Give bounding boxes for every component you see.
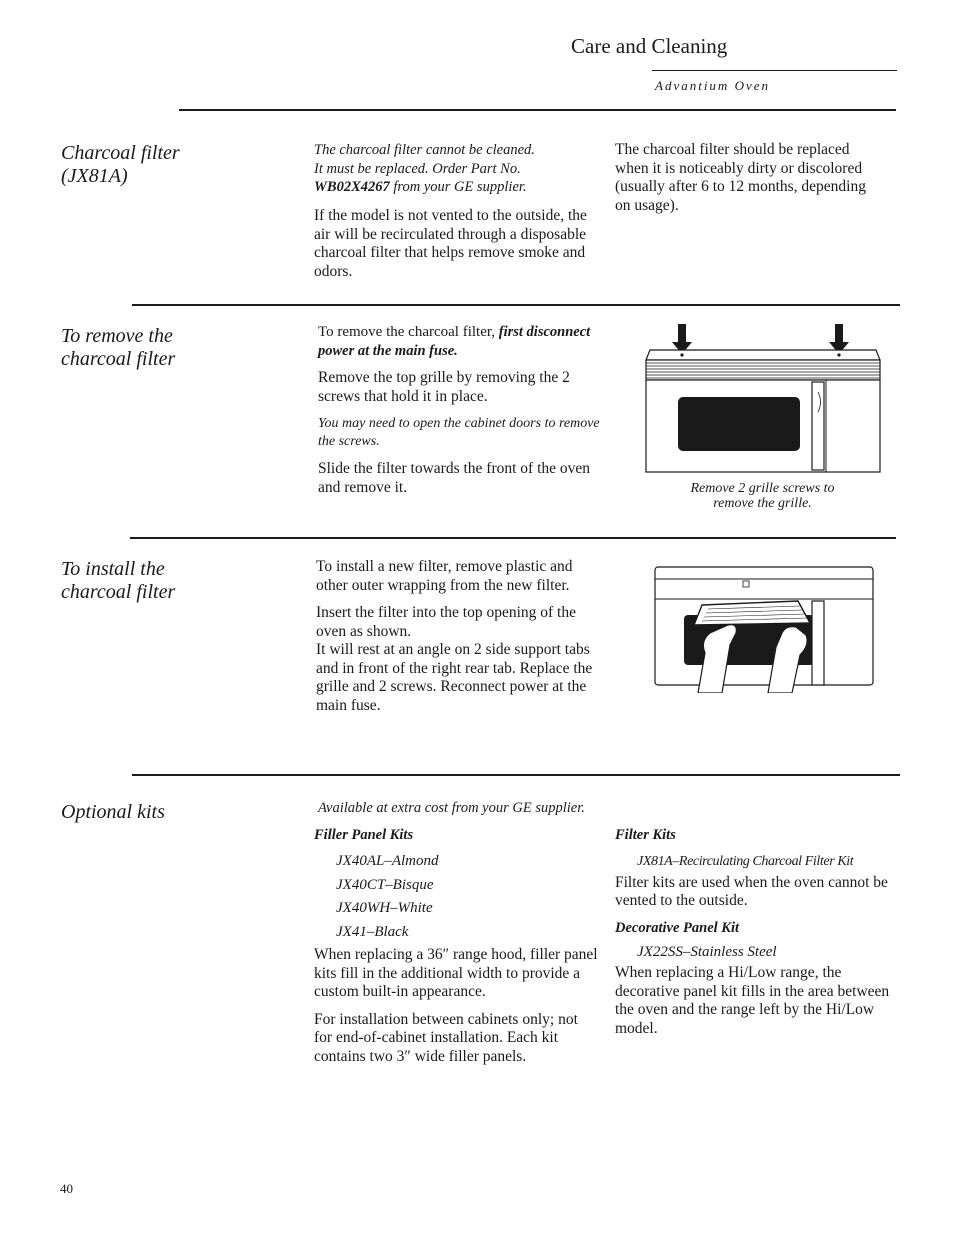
list-item: JX40WH–White bbox=[336, 900, 433, 916]
heading-line: charcoal filter bbox=[61, 348, 176, 370]
power-warning: first disconnect power at the main fuse. bbox=[318, 324, 591, 359]
page-subtitle: Advantium Oven bbox=[655, 78, 771, 93]
install-step-1: To install a new filter, remove plastic and other outer wrapping from the new filter. bbox=[316, 558, 573, 594]
page-title: Care and Cleaning bbox=[571, 34, 728, 58]
remove-step-2: Remove the top grille by removing the 2 screws that hold it in place. bbox=[318, 369, 570, 405]
remove-step-1-text: To remove the charcoal filter, bbox=[318, 324, 499, 340]
filler-kits-heading: Filler Panel Kits bbox=[314, 827, 414, 843]
install-step-2: Insert the filter into the top opening of the oven as shown. bbox=[316, 604, 576, 640]
charcoal-replace-paragraph: The charcoal filter should be replaced when it is noticeably dirty or discolored (usually after 6 to 12 months, depending on usage). bbox=[615, 141, 866, 214]
section-divider bbox=[132, 304, 900, 306]
section-divider bbox=[132, 774, 900, 776]
filter-kit-item: JX81A–Recirculating Charcoal Filter Kit bbox=[637, 854, 854, 869]
kits-intro: Available at extra cost from your GE supplier. bbox=[318, 800, 585, 816]
screw-right bbox=[837, 353, 840, 356]
decorative-kit-item: JX22SS–Stainless Steel bbox=[637, 943, 777, 960]
filler-kits-installation-note: For installation between cabinets only; not for end-of-cabinet installation. Each kit contains two 3″ wide filler panels. bbox=[314, 1010, 578, 1065]
remove-step-1 bbox=[318, 323, 603, 360]
oven-handle bbox=[812, 382, 824, 470]
section-divider bbox=[130, 537, 896, 539]
decorative-kit-description: When replacing a Hi/Low range, the decorative panel kit fills in the area between the oven and the range left by the Hi/Low model. bbox=[615, 964, 890, 1037]
remove-note: You may need to open the cabinet doors to remove the screws. bbox=[318, 416, 600, 449]
install-instructions bbox=[316, 558, 601, 724]
filter-and-decor-kits bbox=[615, 827, 900, 1047]
filter-kits-heading: Filter Kits bbox=[615, 827, 676, 843]
filter-kits-description: Filter kits are used when the oven cannot be vented to the outside. bbox=[615, 873, 888, 909]
illustration-caption bbox=[655, 481, 870, 511]
section-heading-remove-filter bbox=[61, 325, 291, 371]
charcoal-note bbox=[314, 141, 604, 197]
filler-panel-kits bbox=[314, 827, 599, 1075]
filter-install-illustration bbox=[650, 563, 880, 693]
charcoal-paragraph: If the model is not vented to the outside, the air will be recirculated through a disposable charcoal filter that helps remove smoke and odors. bbox=[314, 207, 587, 280]
filler-kits-list bbox=[314, 850, 599, 944]
remove-instructions bbox=[318, 323, 603, 506]
heading-line: To remove the bbox=[61, 325, 173, 347]
arrow-left-shaft bbox=[678, 324, 686, 344]
part-number: WB02X4267 bbox=[314, 179, 390, 195]
heading-line: (JX81A) bbox=[61, 165, 128, 187]
install-step-3: It will rest at an angle on 2 side support tabs and in front of the right rear tab. Replace the grille and 2 screws. Reconnect power at the main fuse. bbox=[316, 641, 593, 714]
oven-handle bbox=[812, 601, 824, 685]
note-line bbox=[314, 178, 604, 197]
note-line: It must be replaced. Order Part No. bbox=[314, 160, 521, 177]
screw-left bbox=[680, 353, 683, 356]
header-main-rule bbox=[179, 109, 896, 111]
section-heading-install-filter bbox=[61, 558, 291, 604]
note-suffix: from your GE supplier. bbox=[389, 179, 527, 195]
caption-line: remove the grille. bbox=[713, 496, 812, 511]
list-item: JX41–Black bbox=[336, 923, 409, 940]
heading-line: Charcoal filter bbox=[61, 142, 180, 164]
list-item: JX40AL–Almond bbox=[336, 853, 439, 869]
decorative-kit-heading: Decorative Panel Kit bbox=[615, 919, 740, 936]
section-heading-charcoal-filter bbox=[61, 142, 291, 188]
heading-line: charcoal filter bbox=[61, 581, 176, 603]
note-line: The charcoal filter cannot be cleaned. bbox=[314, 142, 535, 158]
page-number: 40 bbox=[60, 1181, 73, 1196]
oven-grille-illustration bbox=[640, 320, 890, 480]
header-short-rule bbox=[652, 70, 897, 71]
arrow-right-shaft bbox=[835, 324, 843, 344]
filler-kits-description: When replacing a 36″ range hood, filler panel kits fill in the additional width to provide a custom built-in appearance. bbox=[314, 946, 598, 1000]
list-item: JX40CT–Bisque bbox=[336, 876, 434, 893]
section-heading-optional-kits: Optional kits bbox=[61, 801, 165, 823]
heading-line: To install the bbox=[61, 558, 165, 580]
caption-line: Remove 2 grille screws to bbox=[690, 481, 835, 496]
remove-step-3: Slide the filter towards the front of the oven and remove it. bbox=[318, 460, 591, 496]
oven-window bbox=[678, 397, 800, 451]
